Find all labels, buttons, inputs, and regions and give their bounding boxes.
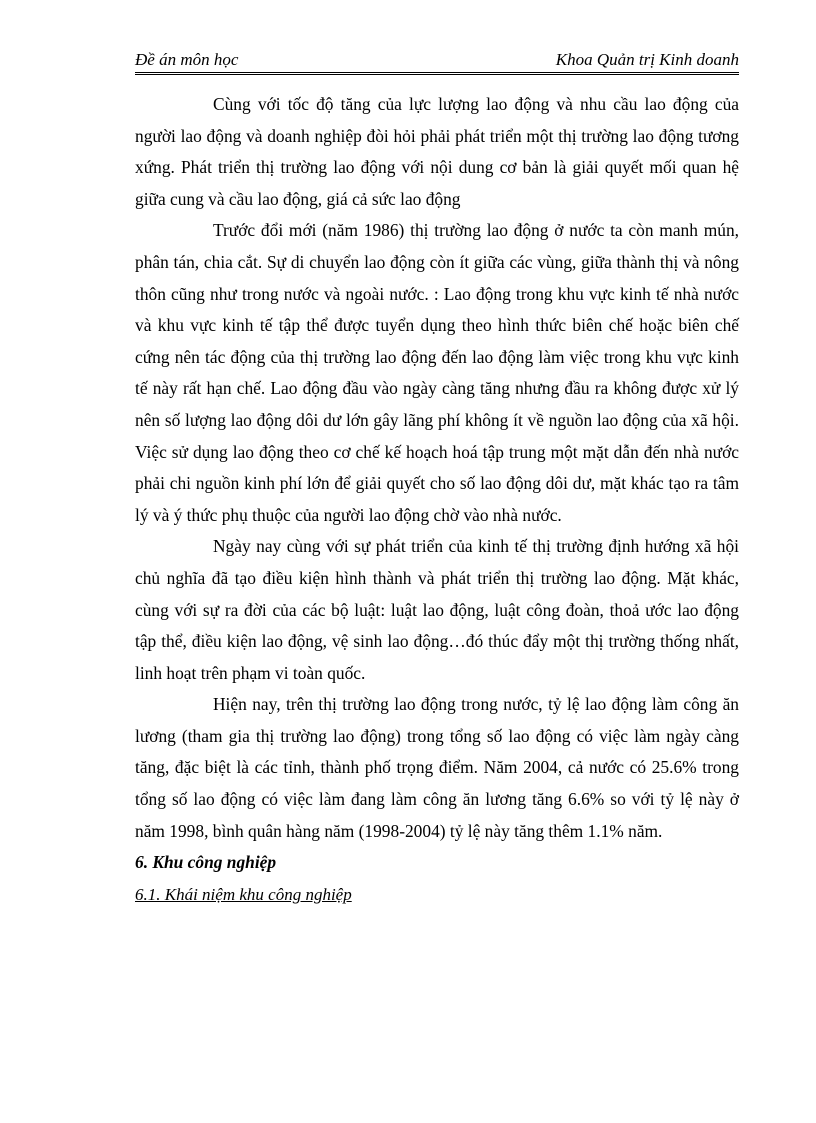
paragraph-labor-demand: Cùng với tốc độ tăng của lực lượng lao động và nhu cầu lao động của người lao động và doanh nghiệp đòi hỏi phải phát triển một thị trường lao động tương xứng. Phát triển thị trường lao động với nội dung cơ bản là giải quyết mối quan hệ giữa cung và cầu lao động, giá cả sức lao động (135, 94, 739, 209)
page-header (135, 46, 739, 75)
subsection-heading: 6.1. Khái niệm khu công nghiệp (135, 884, 352, 904)
paragraph-market-development: Ngày nay cùng với sự phát triển của kinh tế thị trường định hướng xã hội chủ nghĩa đã tạo điều kiện hình thành và phát triển thị trường lao động. Mặt khác, cùng với sự ra đời của các bộ luật: luật lao động, luật công đoàn, thoả ước lao động tập thể, điều kiện lao động, vệ sinh lao động…đó thúc đẩy một thị trường thống nhất, linh hoạt trên phạm vi toàn quốc. (135, 536, 739, 683)
paragraph-wage-labor-stats: Hiện nay, trên thị trường lao động trong nước, tỷ lệ lao động làm công ăn lương (tham gia thị trường lao động) trong tổng số lao động có việc làm ngày càng tăng, đặc biệt là các tỉnh, thành phố trọng điểm. Năm 2004, cả nước có 25.6% trong tổng số lao động có việc làm đang làm công ăn lương tăng 6.6% so với tỷ lệ này ở năm 1998, bình quân hàng năm (1998-2004) tỷ lệ này tăng thêm 1.1% năm. (135, 694, 739, 841)
paragraph-before-renovation: Trước đổi mới (năm 1986) thị trường lao động ở nước ta còn manh mún, phân tán, chia cắt. Sự di chuyển lao động còn ít giữa các vùng, giữa thành thị và nông thôn cũng như trong nước và ngoài nước. : Lao động trong khu vực kinh tế nhà nước và khu vực kinh tế tập thể được tuyển dụng theo hình thức biên chế hoặc biên chế cứng nên tác động của thị trường lao động đến lao động làm việc trong khu vực kinh tế này rất hạn chế. Lao động đầu vào ngày càng tăng nhưng đầu ra không được xử lý nên số lượng lao động dôi dư lớn gây lãng phí không ít về nguồn lao động của xã hội. Việc sử dụng lao động theo cơ chế kế hoạch hoá tập trung một mặt dẫn đến nhà nước phải chi nguồn kinh phí lớn để giải quyết cho số lao động dôi dư, mặt khác tạo ra tâm lý và ý thức phụ thuộc của người lao động chờ vào nhà nước. (135, 220, 739, 525)
header-faculty: Khoa Quản trị Kinh doanh (555, 50, 739, 69)
header-course-title: Đề án môn học (135, 50, 239, 69)
section-heading: 6. Khu công nghiệp (135, 852, 277, 873)
document-body (135, 89, 739, 910)
